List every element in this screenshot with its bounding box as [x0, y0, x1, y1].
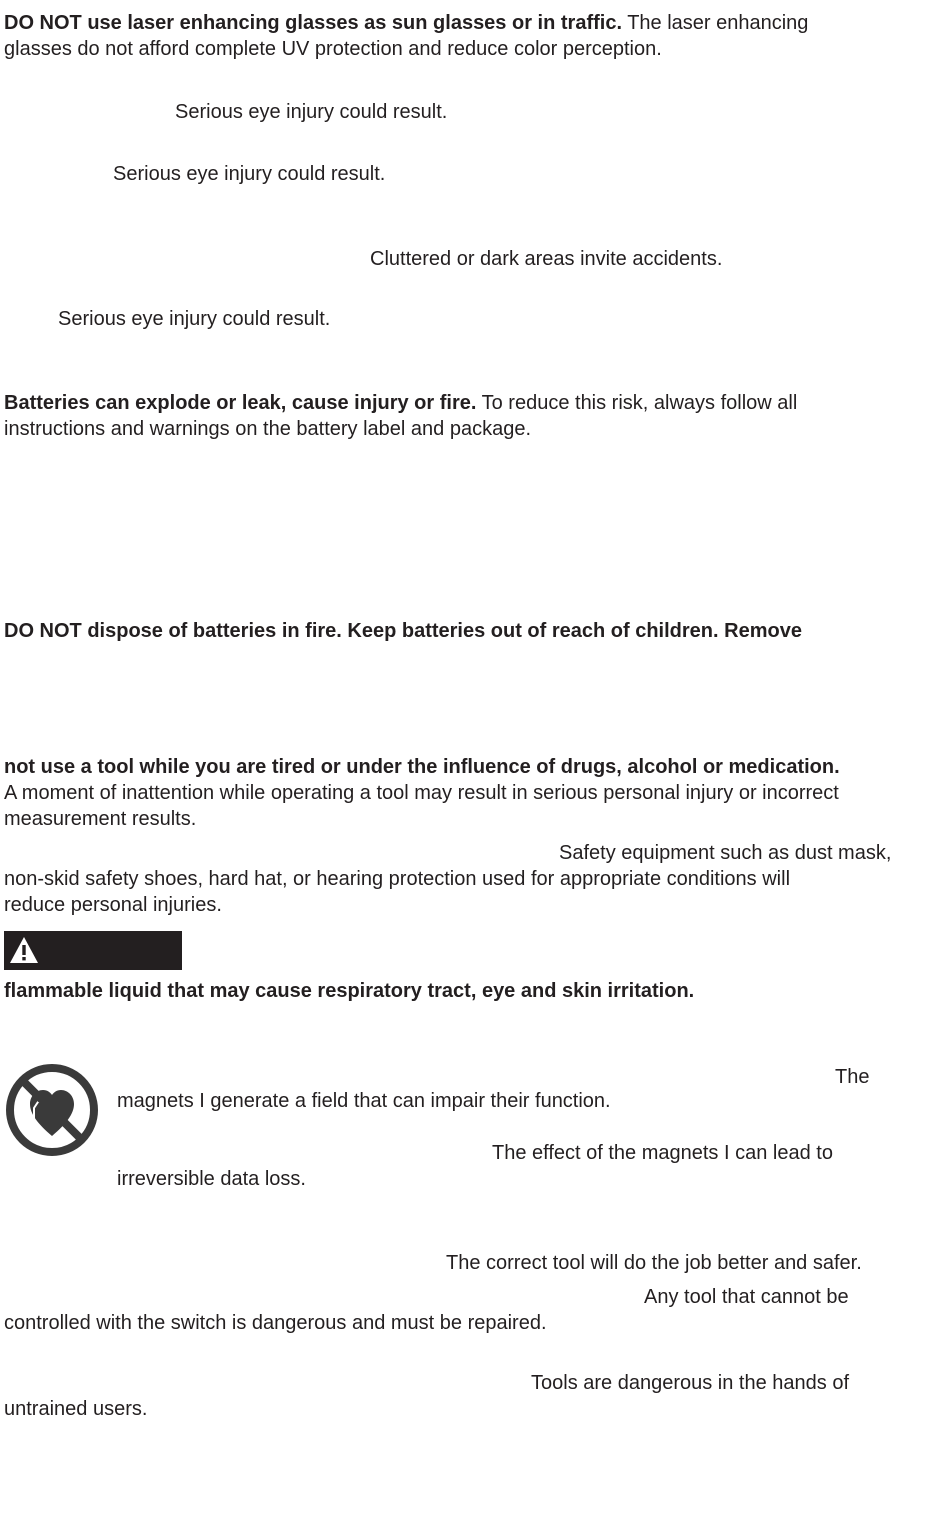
text-line: glasses do not afford complete UV protection and reduce color perception. [4, 38, 662, 60]
bold-warning: DO NOT dispose of batteries in fire. Keep batteries out of reach of children. Remove [4, 620, 802, 642]
text-line: Serious eye injury could result. [113, 163, 386, 185]
text-line: Serious eye injury could result. [58, 308, 331, 330]
text-line: The effect of the magnets I can lead to [492, 1142, 833, 1164]
text-line: A moment of inattention while operating a tool may result in serious personal injury or incorrect [4, 782, 839, 804]
text-line: The correct tool will do the job better and safer. [446, 1252, 862, 1274]
warning-triangle-icon [8, 935, 40, 965]
text-line: irreversible data loss. [117, 1168, 306, 1190]
text-line: reduce personal injuries. [4, 894, 222, 916]
bold-warning: flammable liquid that may cause respiratory tract, eye and skin irritation. [4, 980, 695, 1002]
bold-warning: Batteries can explode or leak, cause injury or fire. [4, 392, 477, 414]
text-line: controlled with the switch is dangerous and must be repaired. [4, 1312, 547, 1334]
text-fragment: The laser enhancing [622, 12, 809, 34]
text-line: Any tool that cannot be [644, 1286, 849, 1308]
text-line: The [835, 1066, 870, 1088]
text-line: measurement results. [4, 808, 197, 830]
text-line: Safety equipment such as dust mask, [559, 842, 892, 864]
text-line: non-skid safety shoes, hard hat, or hearing protection used for appropriate conditions will [4, 868, 791, 890]
text-line [4, 390, 797, 416]
text-line: Serious eye injury could result. [175, 101, 448, 123]
text-line: instructions and warnings on the battery label and package. [4, 418, 532, 440]
text-fragment: To reduce this risk, always follow all [476, 392, 798, 414]
warning-badge [4, 931, 182, 970]
text-line: untrained users. [4, 1398, 148, 1420]
bold-warning: DO NOT use laser enhancing glasses as sun glasses or in traffic. [4, 12, 622, 34]
text-line [4, 10, 808, 36]
bold-warning: not use a tool while you are tired or under the influence of drugs, alcohol or medication. [4, 756, 840, 778]
text-line: Cluttered or dark areas invite accidents. [370, 248, 723, 270]
no-pacemaker-icon [4, 1062, 100, 1158]
text-line: magnets I generate a field that can impair their function. [117, 1090, 611, 1112]
text-line: Tools are dangerous in the hands of [531, 1372, 849, 1394]
